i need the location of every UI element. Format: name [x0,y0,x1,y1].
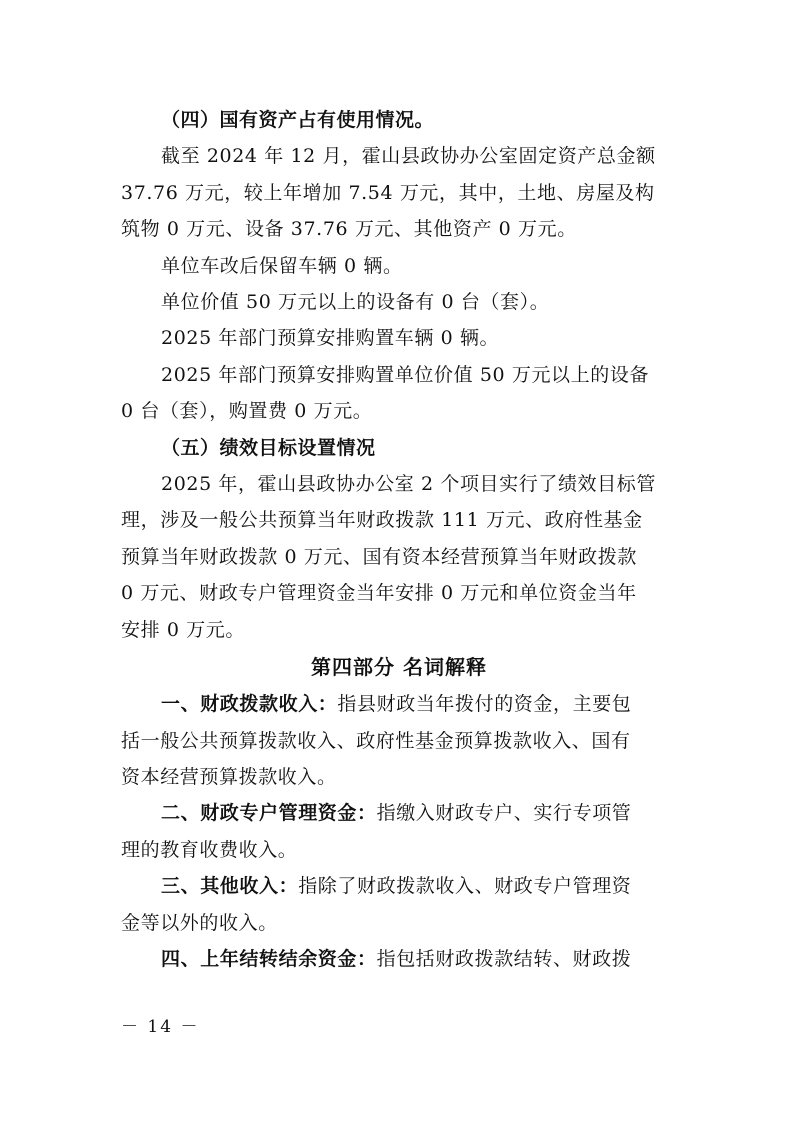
paragraph-line: 2025 年，霍山县政协办公室 2 个项目实行了绩效目标管 [161,473,656,496]
paragraph-line: 0 万元、财政专户管理资金当年安排 0 万元和单位资金当年 [121,582,637,605]
definition-term: 二、财政专户管理资金： [161,802,377,825]
definition-item [121,941,677,977]
section-heading-assets: （四）国有资产占有使用情况。 [161,109,435,131]
definition-item [121,795,677,831]
paragraph-line: 2025 年部门预算安排购置单位价值 50 万元以上的设备 [161,363,650,386]
definition-term: 三、其他收入： [161,875,299,898]
paragraph-line: 理，涉及一般公共预算当年财政拨款 111 万元、政府性基金 [121,509,643,532]
paragraph-line: 单位车改后保留车辆 0 辆。 [161,254,403,277]
paragraph-line: 金等以外的收入。 [121,911,278,934]
definition-term: 一、财政拨款收入： [161,693,338,716]
paragraph-line: 2025 年部门预算安排购置车辆 0 辆。 [161,327,500,350]
page-number: － 14 － [121,1017,200,1037]
definition-item [121,868,677,904]
definition-term: 四、上年结转结余资金： [161,947,377,970]
definition-item [121,686,677,722]
definition-text: 指包括财政拨款结转、财政拨 [376,947,632,970]
page-content [121,102,677,977]
definition-text: 指缴入财政专户、实行专项管 [376,802,632,825]
definition-text: 指除了财政拨款收入、财政专户管理资 [298,875,632,898]
definition-text: 指县财政当年拨付的资金，主要包 [337,693,632,716]
paragraph-line: 安排 0 万元。 [121,618,245,641]
paragraph-line: 0 台（套），购置费 0 万元。 [121,400,373,423]
section-heading-performance: （五）绩效目标设置情况 [161,436,376,459]
paragraph-line: 理的教育收费收入。 [121,838,298,861]
paragraph-line: 37.76 万元，较上年增加 7.54 万元，其中，土地、房屋及构 [121,181,655,204]
paragraph-line: 预算当年财政拨款 0 万元、国有资本经营预算当年财政拨款 [121,545,637,568]
paragraph-line: 筑物 0 万元、设备 37.76 万元、其他资产 0 万元。 [121,218,577,241]
part-title: 第四部分 名词解释 [311,655,487,680]
paragraph-line: 单位价值 50 万元以上的设备有 0 台（套）。 [161,291,550,314]
paragraph-line: 括一般公共预算拨款收入、政府性基金预算拨款收入、国有 [121,729,631,752]
paragraph-line: 资本经营预算拨款收入。 [121,765,337,788]
paragraph-line: 截至 2024 年 12 月，霍山县政协办公室固定资产总金额 [161,145,656,168]
